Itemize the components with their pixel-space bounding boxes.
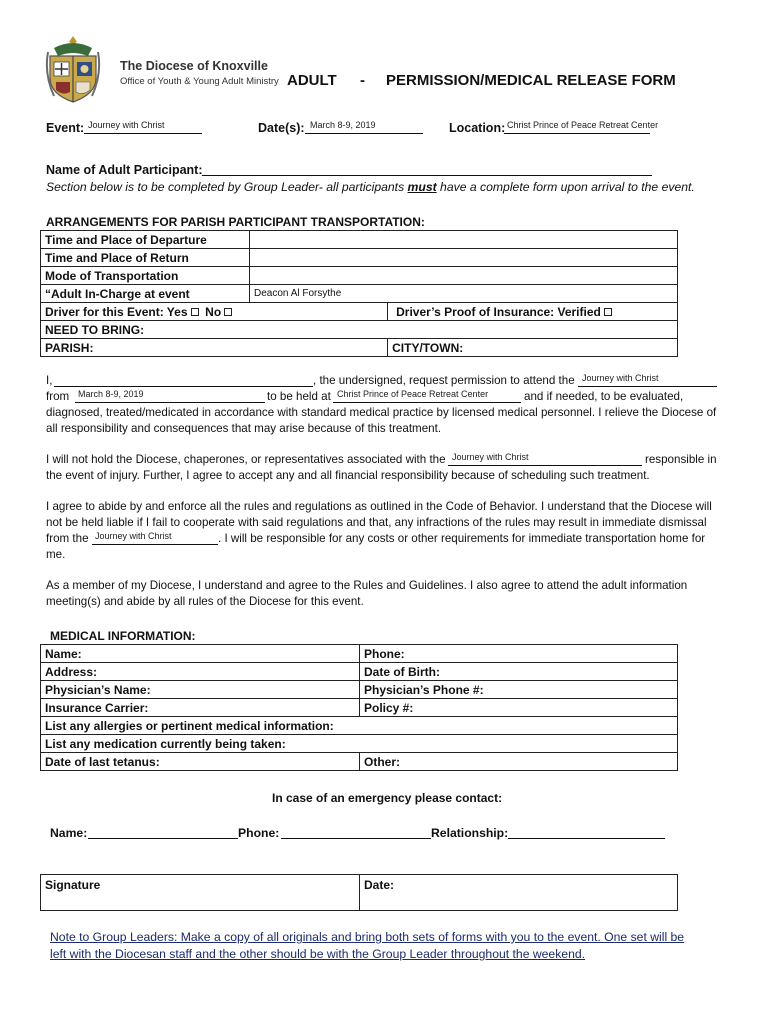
table-row (41, 267, 678, 285)
code-event-value[interactable]: Journey with Christ (95, 531, 172, 541)
dates-underline (305, 133, 423, 134)
consent-date-value[interactable]: March 8-9, 2019 (78, 389, 144, 399)
liability-text-1: I will not hold the Diocese, chaperones, or representatives associated with the (46, 453, 446, 466)
org-name: The Diocese of Knoxville (120, 59, 268, 73)
table-row (41, 645, 678, 663)
driver-cell (41, 303, 388, 321)
group-leader-note-line-1: Note to Group Leaders: Make a copy of all originals and bring both sets of forms with you to the event. One set will be (50, 930, 685, 944)
allergies-field[interactable]: List any allergies or pertinent medical information: (41, 717, 678, 735)
parish-label[interactable]: PARISH: (41, 339, 388, 357)
driver-yes-checkbox[interactable] (191, 308, 199, 316)
code-of-behavior-3a: from the (46, 532, 89, 545)
return-field[interactable] (250, 249, 678, 267)
consent-i: I, (46, 374, 53, 387)
policy-number-field[interactable]: Policy #: (360, 699, 678, 717)
location-label: Location: (449, 121, 506, 135)
participant-name-field[interactable] (202, 175, 652, 176)
driver-no-checkbox[interactable] (224, 308, 232, 316)
signature-field[interactable]: Signature (41, 875, 360, 911)
group-leader-note-line-2: left with the Diocesan staff and the other should be with the Group Leader throughout the weekend. (50, 947, 586, 961)
consent-evaluated: and if needed, to be evaluated, (524, 390, 684, 403)
code-of-behavior-1: I agree to abide by and enforce all the rules and regulations as outlined in the Code of Behavior. I understand that the Diocese will (46, 500, 712, 513)
diocese-crest-logo (44, 34, 102, 104)
consent-line-4: all responsibility and consequences that may arise because of this treatment. (46, 422, 442, 435)
emergency-phone-label: Phone: (238, 826, 280, 840)
dates-label: Date(s): (258, 121, 305, 135)
table-row (41, 735, 678, 753)
table-row (41, 663, 678, 681)
consent-event-value[interactable]: Journey with Christ (582, 373, 659, 383)
emergency-relationship-field[interactable] (508, 838, 665, 839)
code-of-behavior-2: not be held liable if I fail to cooperate with said regulations and that, any infractions of the rules may result in immediate dismissal (46, 516, 707, 529)
emergency-name-field[interactable] (88, 838, 238, 839)
consent-line-3: diagnosed, treated/medicated in accordance with standard medical practice by licensed medical personnel. I relieve the Diocese of (46, 406, 717, 419)
code-event-underline (92, 544, 218, 545)
dates-value[interactable]: March 8-9, 2019 (310, 120, 376, 130)
departure-label: Time and Place of Departure (41, 231, 250, 249)
mode-label: Mode of Transportation (41, 267, 250, 285)
liability-event-value[interactable]: Journey with Christ (452, 452, 529, 462)
emergency-heading: In case of an emergency please contact: (272, 791, 503, 805)
medical-dob-field[interactable]: Date of Birth: (360, 663, 678, 681)
table-row (41, 249, 678, 267)
event-label: Event: (46, 121, 85, 135)
form-title-dash: - (360, 72, 365, 89)
medication-field[interactable]: List any medication currently being taken: (41, 735, 678, 753)
consent-name-field[interactable] (54, 386, 313, 387)
liability-event-underline (448, 465, 642, 466)
need-to-bring-label[interactable]: NEED TO BRING: (41, 321, 678, 339)
consent-date-underline (75, 402, 265, 403)
consent-location-underline (333, 402, 521, 403)
rules-agreement-2: meeting(s) and abide by all rules of the Diocese for this event. (46, 595, 364, 608)
driver-label: Driver for this Event: Yes (45, 304, 188, 319)
consent-text-1: , the undersigned, request permission to attend the (313, 374, 575, 387)
emergency-relationship-label: Relationship: (431, 826, 509, 840)
transport-heading: ARRANGEMENTS FOR PARISH PARTICIPANT TRANSPORTATION: (46, 215, 425, 229)
table-row (41, 753, 678, 771)
signature-table (40, 874, 678, 911)
driver-no-label: No (205, 304, 222, 319)
table-row (41, 321, 678, 339)
table-row (41, 699, 678, 717)
event-underline (84, 133, 202, 134)
code-of-behavior-3b: . I will be responsible for any costs or other requirements for immediate transportation home for (218, 532, 706, 545)
insurance-cell (388, 303, 678, 321)
insurance-carrier-field[interactable]: Insurance Carrier: (41, 699, 360, 717)
table-row (41, 339, 678, 357)
insurance-verified-checkbox[interactable] (604, 308, 612, 316)
medical-address-field[interactable]: Address: (41, 663, 360, 681)
return-label: Time and Place of Return (41, 249, 250, 267)
table-row (41, 303, 678, 321)
form-title-adult: ADULT (287, 72, 337, 89)
signature-date-field[interactable]: Date: (360, 875, 678, 911)
physician-phone-field[interactable]: Physician’s Phone #: (360, 681, 678, 699)
mode-field[interactable] (250, 267, 678, 285)
location-underline (504, 133, 650, 134)
medical-name-field[interactable]: Name: (41, 645, 360, 663)
medical-table (40, 644, 678, 771)
consent-location-value[interactable]: Christ Prince of Peace Retreat Center (337, 389, 489, 399)
participant-name-label: Name of Adult Participant: (46, 163, 203, 177)
table-row (41, 231, 678, 249)
medical-heading: MEDICAL INFORMATION: (50, 629, 196, 643)
liability-text-3: the event of injury. Further, I agree to accept any and all financial responsibility because of scheduling such treatment. (46, 469, 650, 482)
location-value[interactable]: Christ Prince of Peace Retreat Center (507, 120, 659, 130)
medical-phone-field[interactable]: Phone: (360, 645, 678, 663)
consent-from: from (46, 390, 70, 403)
rules-agreement-1: As a member of my Diocese, I understand and agree to the Rules and Guidelines. I also agree to attend the adult information (46, 579, 688, 592)
code-of-behavior-4: me. (46, 548, 66, 561)
event-value[interactable]: Journey with Christ (88, 120, 165, 130)
consent-event-underline (578, 386, 717, 387)
adult-in-charge-value[interactable]: Deacon Al Forsythe (250, 285, 678, 303)
physician-name-field[interactable]: Physician’s Name: (41, 681, 360, 699)
other-field[interactable]: Other: (360, 753, 678, 771)
adult-in-charge-label: “Adult In-Charge at event (41, 285, 250, 303)
tetanus-field[interactable]: Date of last tetanus: (41, 753, 360, 771)
consent-held-at: to be held at (267, 390, 331, 403)
table-row (41, 717, 678, 735)
liability-text-2: responsible in (645, 453, 717, 466)
city-town-label[interactable]: CITY/TOWN: (388, 339, 678, 357)
org-subtitle: Office of Youth & Young Adult Ministry (120, 76, 279, 87)
transport-table (40, 230, 678, 357)
table-row (41, 285, 678, 303)
insurance-verified-label: Driver’s Proof of Insurance: Verified (396, 304, 601, 319)
table-row (41, 875, 678, 911)
table-row (41, 681, 678, 699)
group-leader-instruction: Section below is to be completed by Group Leader- all participants must have a complete form upon arrival to the event. (46, 180, 695, 194)
departure-field[interactable] (250, 231, 678, 249)
emergency-name-label: Name: (50, 826, 88, 840)
emergency-phone-field[interactable] (281, 838, 431, 839)
form-title: PERMISSION/MEDICAL RELEASE FORM (386, 72, 676, 89)
